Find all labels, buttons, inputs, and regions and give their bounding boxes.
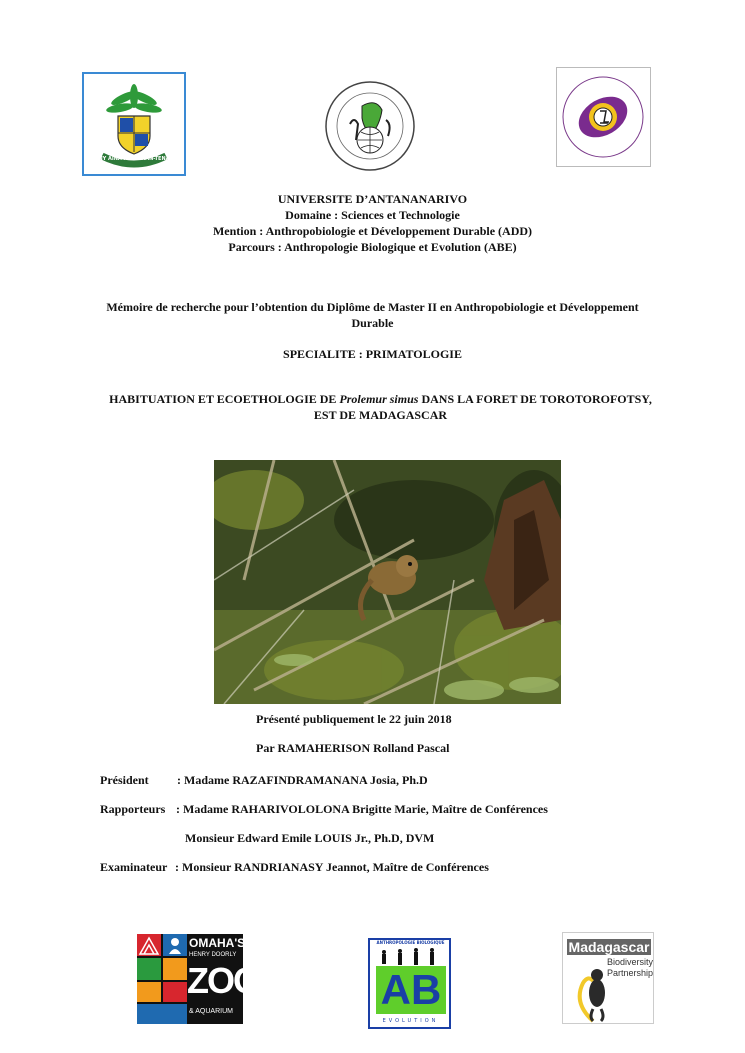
omaha-zoo-pictogram-icon [137,934,187,1024]
memoire-line-1: Mémoire de recherche pour l’obtention du Diplôme de Master II en Anthropobiologie et Développement [106,300,639,314]
madagascar-globe-emblem-icon [320,80,420,172]
microscope-emblem-icon [556,67,651,167]
ab-bottom-text: EVOLUTION [382,1018,439,1024]
examinateur-name: : Monsieur RANDRIANASY Jeannot, Maître de Conférences [175,860,489,874]
mbp-sub-1: Biodiversity [607,957,654,967]
university-crest-logo [82,72,186,176]
university-name: UNIVERSITE D’ANTANANARIVO [277,192,468,206]
faculte-sciences-logo [556,67,651,167]
parcours-line: Parcours : Anthropologie Biologique et Evolution (ABE) [228,240,517,254]
omaha-line-4: & AQUARIUM [189,1008,233,1015]
ab-top-text: ANTHROPOLOGIE BIOLOGIQUE [376,940,445,945]
crest-motto: NY AINA NO TOKAN-TENA [98,156,170,162]
thesis-title-line-2: EST DE MADAGASCAR [313,408,448,422]
omaha-line-1: OMAHA'S [189,936,246,950]
author-line: Par RAMAHERISON Rolland Pascal [256,741,450,755]
omaha-line-3: ZOO [187,960,259,1001]
lemur-photo [214,460,561,704]
mbp-sub-2: Partnership [607,968,654,978]
ab-letters: AB [376,966,446,1014]
rapporteurs-label: Rapporteurs [100,802,166,816]
omaha-zoo-logo [137,934,259,1024]
rapporteur-2-name: Monsieur Edward Emile LOUIS Jr., Ph.D, DVM [185,831,435,845]
mention-line: Mention : Anthropobiologie et Développement Durable (ADD) [212,224,533,238]
madagascar-biodiversity-partnership-logo [562,932,654,1024]
president-label: Président [100,773,149,787]
add-mention-logo [320,80,420,172]
jury-rapporteur-1 [100,801,548,817]
domaine-line: Domaine : Sciences et Technologie [285,208,460,222]
jury-examinateur [100,859,489,875]
lemur-in-forest-image [214,460,561,704]
abe-logo [368,938,451,1029]
mbp-title: Madagascar [568,939,650,955]
thesis-title-line-1 [8,391,745,407]
title-species: Prolemur simus [339,392,419,406]
presentation-date: Présenté publiquement le 22 juin 2018 [256,712,452,726]
title-part-1: HABITUATION ET ECOETHOLOGIE DE [109,392,340,406]
jury-president [100,772,428,788]
examinateur-label: Examinateur [100,860,168,874]
memoire-line-2: Durable [351,316,394,330]
president-name: : Madame RAZAFINDRAMANANA Josia, Ph.D [177,773,428,787]
specialite-line: SPECIALITE : PRIMATOLOGIE [283,347,462,361]
omaha-line-2: HENRY DOORLY [189,952,237,958]
evolution-silhouettes-icon [370,947,449,967]
rapporteur-1-name: : Madame RAHARIVOLOLONA Brigitte Marie, Maître de Conférences [176,802,548,816]
title-part-2: DANS LA FORET DE TOROTOROFOTSY, [418,392,652,406]
